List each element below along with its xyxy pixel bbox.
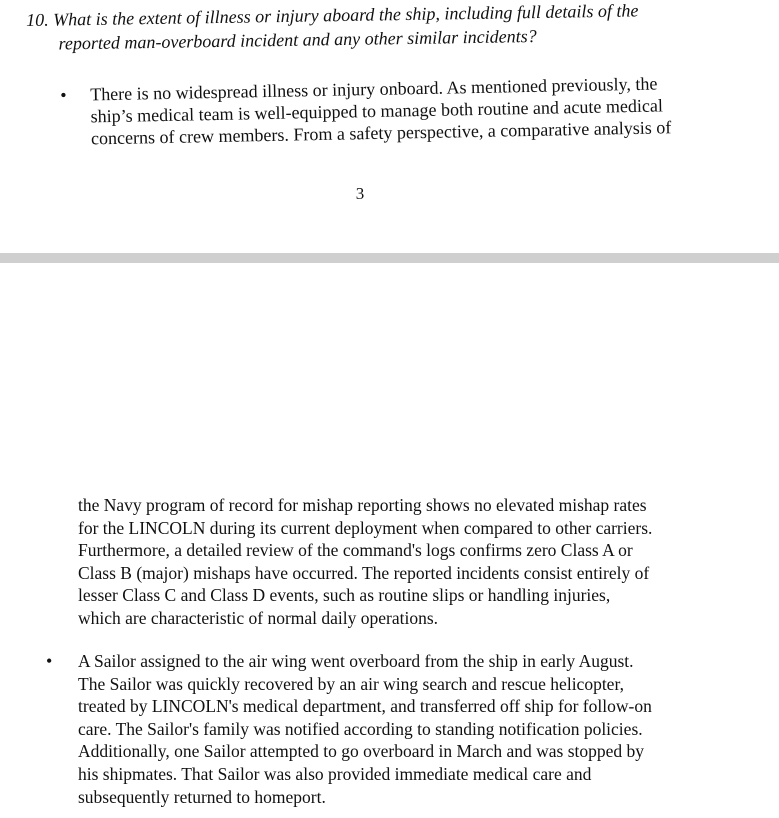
question-line-2: reported man-overboard incident and any other similar incidents? — [58, 25, 537, 54]
paragraph-line: care. The Sailor's family was notified according to standing notification policies. — [78, 718, 643, 739]
bullet-marker: • — [46, 651, 53, 671]
paragraph-line: which are characteristic of normal daily operations. — [78, 607, 439, 628]
question-line-1: 10. What is the extent of illness or injury aboard the ship, including full details of the — [26, 0, 639, 30]
paragraph-line: the Navy program of record for mishap reporting shows no elevated mishap rates — [78, 495, 647, 515]
paragraph-line: his shipmates. That Sailor was also provided immediate medical care and — [78, 763, 592, 784]
paragraph-line: There is no widespread illness or injury onboard. As mentioned previously, the — [90, 73, 658, 105]
paragraph-line: A Sailor assigned to the air wing went overboard from the ship in early August. — [78, 651, 634, 671]
paragraph-line: ship’s medical team is well-equipped to manage both routine and acute medical — [90, 95, 664, 127]
paragraph-line: Class B (major) mishaps have occurred. The reported incidents consist entirely of — [78, 562, 650, 583]
bullet-marker: • — [60, 84, 67, 105]
paragraph-line: subsequently returned to homeport. — [78, 786, 326, 807]
bullet-item-illness — [60, 71, 751, 150]
paragraph-line: Additionally, one Sailor attempted to go overboard in March and was stopped by — [78, 741, 645, 762]
page-separator — [0, 253, 779, 263]
bullet-text — [90, 71, 751, 150]
paragraph-line: treated by LINCOLN's medical department, and transferred off ship for follow-on — [78, 696, 652, 717]
paragraph-line: lesser Class C and Class D events, such as routine slips or handling injuries, — [78, 585, 611, 605]
bullet-continuation — [78, 494, 758, 629]
page-number: 3 — [355, 184, 365, 203]
paragraph-line: Furthermore, a detailed review of the command's logs confirms zero Class A or — [78, 540, 633, 560]
paragraph-line: The Sailor was quickly recovered by an air wing search and rescue helicopter, — [78, 673, 624, 694]
bullet-text — [78, 650, 766, 808]
paragraph-line: for the LINCOLN during its current deployment when compared to other carriers. — [78, 517, 653, 538]
document-page-bottom — [0, 263, 779, 818]
document-page-top — [0, 0, 779, 253]
paragraph-line: concerns of crew members. From a safety perspective, a comparative analysis of — [90, 117, 672, 149]
bullet-item-man-overboard — [46, 650, 766, 808]
question-heading — [26, 0, 747, 56]
